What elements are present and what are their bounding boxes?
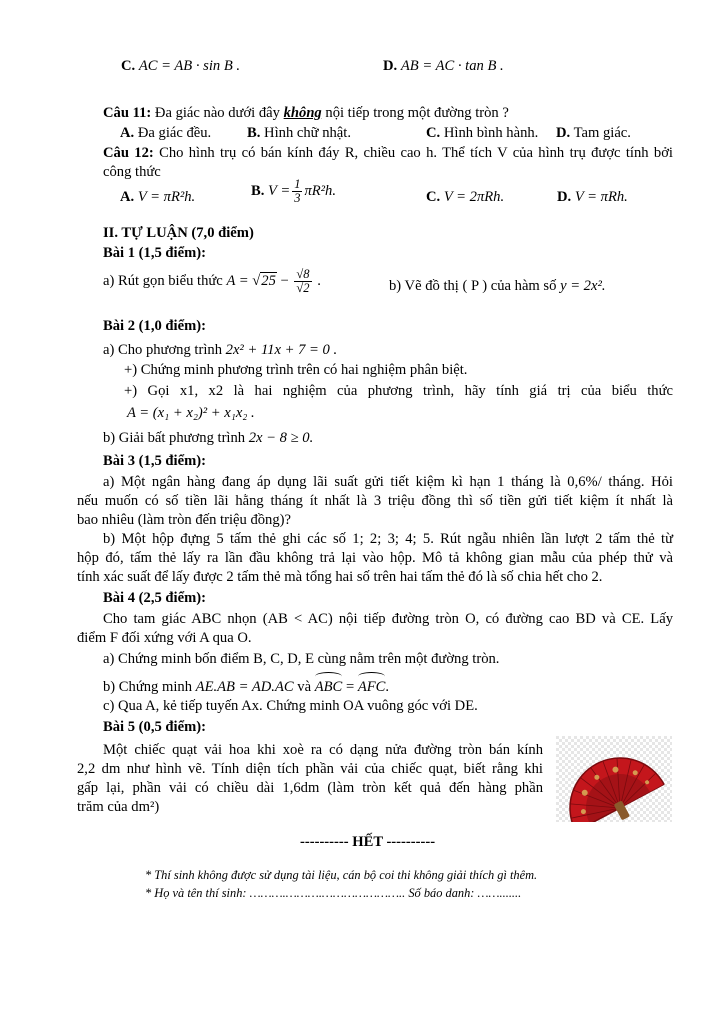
bai1-a	[103, 268, 321, 295]
bai3-a-line3: bao nhiêu (làm tròn đến triệu đồng)?	[77, 512, 291, 528]
bai1-b-text: b) Vẽ đồ thị ( P ) của hàm số	[389, 278, 557, 294]
q12-b-lhs: V =	[268, 183, 291, 199]
q11-c-text: Hình bình hành.	[443, 125, 539, 141]
footer-note2: * Họ và tên thí sinh: ……….……….………………….. Số báo danh: …….......	[145, 886, 522, 900]
q12-b-rhs: πR²h.	[304, 183, 336, 199]
bai2-title: Bài 2 (1,0 điểm):	[103, 318, 206, 334]
q11-b-label: B.	[247, 125, 261, 141]
bai4-b	[103, 675, 389, 696]
bai5-line2: 2,2 dm như hình vẽ. Tính diện tích phần vải của chiếc quạt, biết rằng khi	[77, 761, 543, 777]
q12-a-label: A.	[120, 189, 135, 205]
q11-option-c	[426, 124, 538, 142]
bai1-a-fraction	[294, 268, 311, 295]
q12-label: Câu 12:	[103, 145, 154, 161]
bai1-a-sqrt: √25	[252, 273, 276, 289]
bai4-intro-line1: Cho tam giác ABC nhọn (AB < AC) nội tiếp đường tròn O, có đường cao BD và CE. Lấy	[103, 611, 673, 627]
bai1-b-expr: y = 2x².	[560, 278, 606, 294]
q12-option-d	[557, 188, 628, 206]
bai3-a-line2: nếu muốn có số tiền lãi hằng tháng ít nhất là 3 triệu đồng thì số tiền gửi tiết kiệm ít nhất là	[77, 493, 673, 509]
q12-b-num: 1	[294, 177, 301, 191]
q11-d-text: Tam giác.	[573, 125, 631, 141]
bai4-b-arc-afc: AFC	[358, 675, 386, 696]
q12-c-label: C.	[426, 189, 441, 205]
option-d-label: D.	[383, 58, 398, 74]
bai3-b-line2: hộp đó, tấm thẻ lấy ra lần đầu không trả lại vào hộp. Mô tả không gian mẫu của phép thử và	[77, 550, 673, 566]
q12-b-den: 3	[294, 191, 301, 205]
bai5-line1: Một chiếc quạt vải hoa khi xoè ra có dạng nửa đường tròn bán kính	[103, 742, 543, 758]
bai2-a2-expr: A = (x₁ + x₂)² + x₁x₂ .	[127, 405, 255, 421]
bai3-title: Bài 3 (1,5 điểm):	[103, 453, 206, 469]
bai4-b-and: và	[297, 679, 312, 695]
q11-option-d	[556, 124, 631, 142]
q11-label: Câu 11:	[103, 105, 152, 121]
q11-question	[103, 104, 509, 122]
q11-a-label: A.	[120, 125, 135, 141]
q12-b-fraction	[292, 178, 302, 205]
q12-a-text: V = πR²h.	[137, 189, 196, 205]
q11-a-text: Đa giác đều.	[137, 125, 212, 141]
bai1-a-frac-num: √8	[296, 267, 310, 281]
bai1-a-text: a) Rút gọn biểu thức	[103, 273, 223, 289]
q11-c-label: C.	[426, 125, 441, 141]
bai4-a: a) Chứng minh bốn điểm B, C, D, E cùng nằm trên một đường tròn.	[103, 651, 500, 667]
bai1-a-radicand: 25	[261, 273, 276, 289]
bai5-line3: gấp lại, phần vải có chiều dài 1,6dm (làm tròn kết quả đến hàng phần	[77, 780, 543, 796]
bai2-b-expr: 2x − 8 ≥ 0.	[248, 430, 314, 446]
bai2-a-text: a) Cho phương trình	[103, 342, 222, 358]
bai5-title: Bài 5 (0,5 điểm):	[103, 719, 206, 735]
bai2-a1: +) Chứng minh phương trình trên có hai nghiệm phân biệt.	[124, 362, 468, 378]
bai1-title: Bài 1 (1,5 điểm):	[103, 245, 206, 261]
bai2-a2: +) Gọi x1, x2 là hai nghiệm của phương trình, hãy tính giá trị của biểu thức	[124, 383, 673, 399]
q12-c-text: V = 2πRh.	[443, 189, 505, 205]
q11-option-b	[247, 124, 351, 142]
bai3-b-line1: b) Một hộp đựng 5 tấm thẻ ghi các số 1; 2; 3; 4; 5. Rút ngẫu nhiên lần lượt 2 tấm thẻ từ	[103, 531, 673, 547]
bai2-b-text: b) Giải bất phương trình	[103, 430, 246, 446]
option-d-row	[383, 57, 504, 75]
footer-note1: * Thí sinh không được sử dụng tài liệu, cán bộ coi thi không giải thích gì thêm.	[145, 868, 538, 882]
fan-image	[556, 736, 672, 822]
bai4-b-eq: =	[345, 679, 355, 695]
bai3-a-line1: a) Một ngân hàng đang áp dụng lãi suất gửi tiết kiệm kì hạn 1 tháng là 0,6%/ tháng. Hỏi	[103, 474, 673, 490]
bai1-a-minus: −	[280, 273, 289, 289]
q12-d-text: V = πRh.	[574, 189, 628, 205]
part2-title: II. TỰ LUẬN (7,0 điểm)	[103, 225, 254, 241]
bai1-b	[389, 277, 605, 295]
bai4-title: Bài 4 (2,5 điểm):	[103, 590, 206, 606]
q12-option-c	[426, 188, 504, 206]
bai4-c: c) Qua A, kẻ tiếp tuyến Ax. Chứng minh OA vuông góc với DE.	[103, 698, 478, 714]
q12-question-line1	[103, 144, 673, 162]
bai3-b-line3: tính xác suất để lấy được 2 tấm thẻ mà tổng hai số trên hai tấm thẻ đó là số chia hết cho 2.	[77, 569, 603, 585]
bai4-b-end: .	[385, 679, 390, 695]
q11-d-label: D.	[556, 125, 571, 141]
q12-question-line2: công thức	[103, 164, 161, 180]
option-d-expr: AB = AC · tan B .	[400, 58, 504, 74]
bai1-a-end: .	[317, 273, 321, 289]
q12-option-a	[120, 188, 195, 206]
bai4-b-arc-abc: ABC	[315, 675, 343, 696]
bai1-a-frac-den: √2	[296, 281, 310, 295]
option-c-expr: AC = AB · sin B .	[138, 58, 241, 74]
q11-text-before: Đa giác nào dưới đây	[154, 105, 280, 121]
q11-option-a	[120, 124, 211, 142]
q12-d-label: D.	[557, 189, 572, 205]
option-c-label: C.	[121, 58, 136, 74]
bai5-line4: trăm của dm²)	[77, 799, 160, 815]
end-mark: ---------- HẾT ----------	[300, 834, 436, 850]
bai4-b-text: b) Chứng minh	[103, 679, 192, 695]
q12-b-label: B.	[251, 183, 265, 199]
q11-emph: không	[283, 105, 322, 121]
q12-option-b	[251, 178, 336, 205]
bai2-a	[103, 341, 337, 359]
bai2-a-expr: 2x² + 11x + 7 = 0 .	[225, 342, 338, 358]
q12-text1: Cho hình trụ có bán kính đáy R, chiều cao h. Thể tích V của hình trụ được tính bởi	[159, 145, 673, 161]
bai4-intro-line2: điểm F đối xứng với A qua O.	[77, 630, 252, 646]
bai1-a-lhs: A =	[226, 273, 249, 289]
bai2-b	[103, 429, 313, 447]
bai4-b-expr: AE.AB = AD.AC	[195, 679, 294, 695]
option-c-row	[121, 57, 240, 75]
q11-b-text: Hình chữ nhật.	[264, 125, 351, 141]
q11-text-after: nội tiếp trong một đường tròn ?	[325, 105, 509, 121]
